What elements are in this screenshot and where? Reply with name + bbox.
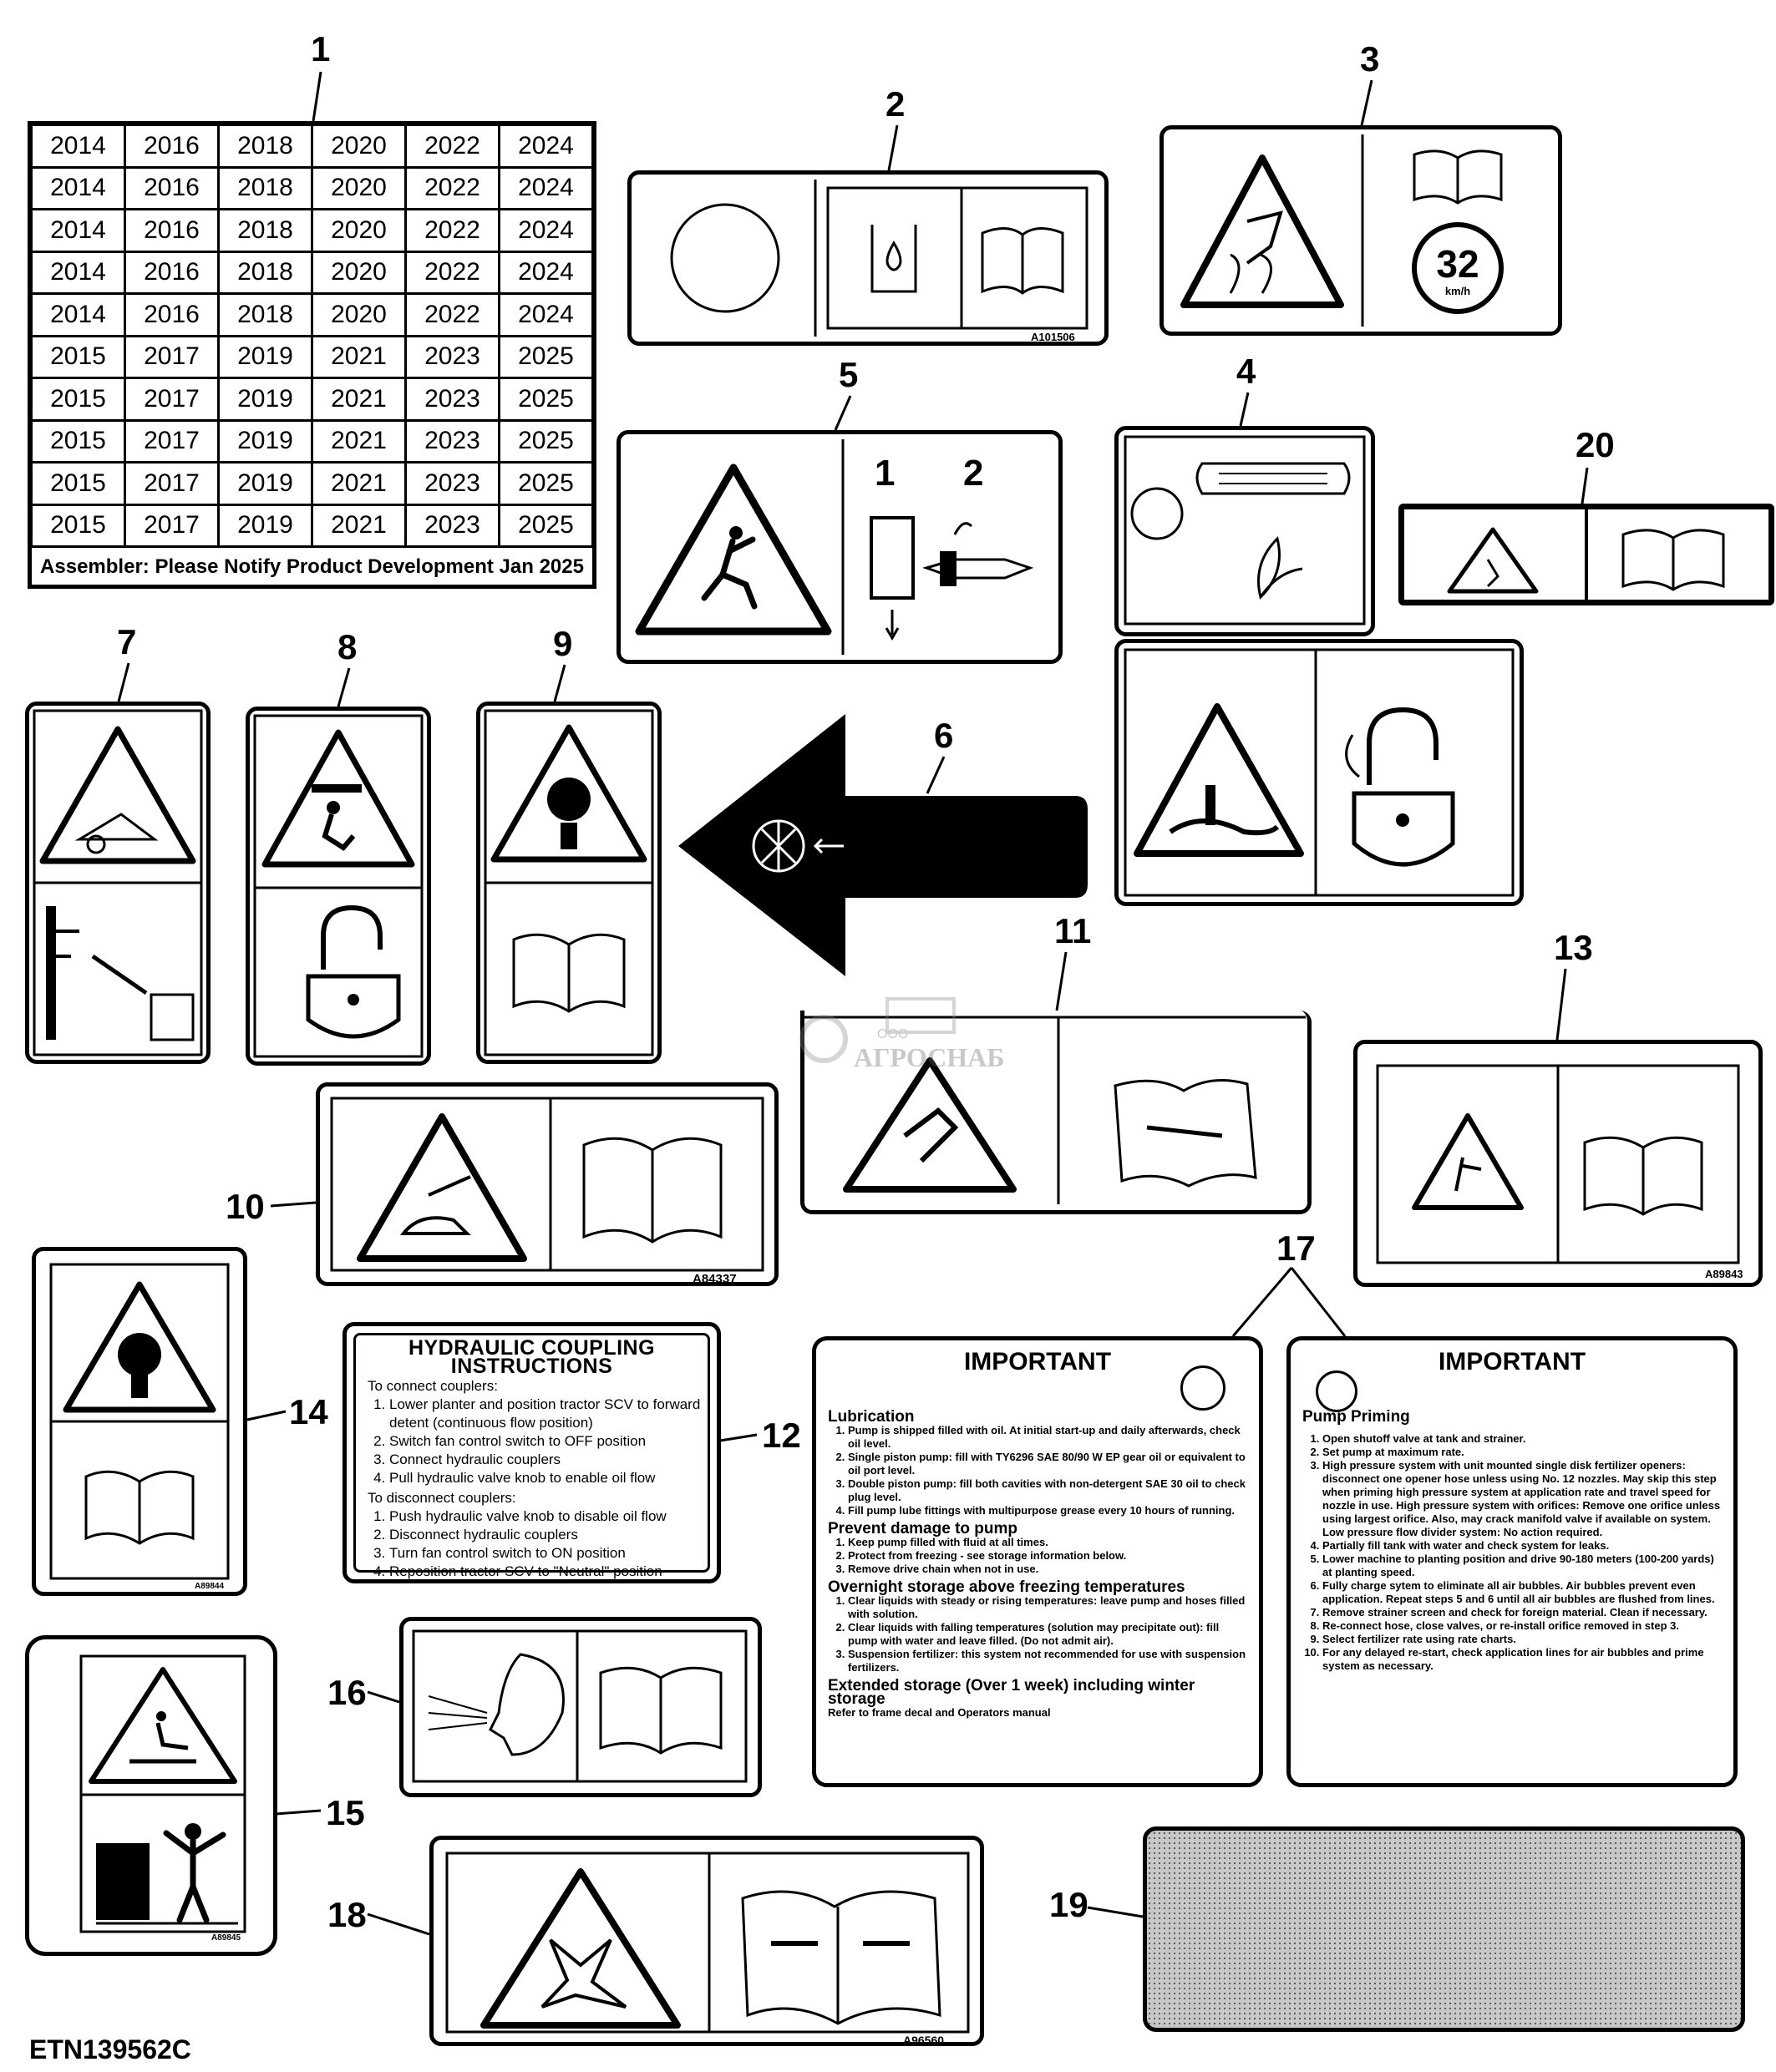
decal-14-graphics <box>36 1251 243 1592</box>
callout-6: 6 <box>934 716 954 755</box>
list-item: 1. Clear liquids with steady or rising temperatures: leave pump and hoses filled with solution. <box>848 1594 1247 1621</box>
year-table <box>30 124 594 548</box>
list-item: 7. Remove strainer screen and check for foreign material. Clean if necessary. <box>1322 1606 1722 1619</box>
table-row: 2014 2016 2018 2020 2022 2024 <box>32 167 593 210</box>
section-heading: Lubrication <box>828 1408 915 1426</box>
decal-2-code: A101506 <box>1031 331 1075 343</box>
manual-book-icon <box>584 1138 721 1242</box>
decal-13-graphics <box>1357 1044 1758 1283</box>
fall-hazard-triangle-icon <box>91 1669 235 1781</box>
section-heading: Overnight storage above freezing temperatures <box>828 1578 1185 1596</box>
list-item: 1. Push hydraulic valve knob to disable oil flow <box>389 1507 708 1526</box>
callout-4: 4 <box>1236 352 1256 391</box>
hand-hitch-icon <box>926 524 1030 586</box>
section-heading: Prevent damage to pump <box>828 1520 1017 1538</box>
decal-5-step-2: 2 <box>963 453 984 494</box>
callout-13: 13 <box>1554 928 1593 967</box>
decal-2-graphics <box>632 175 1104 342</box>
callout-5: 5 <box>839 355 859 394</box>
manual-book-icon <box>1585 1137 1702 1214</box>
corrosive-hazard-triangle-icon <box>360 1117 524 1259</box>
decal-4-top-graphics <box>1119 430 1371 632</box>
decal-5-graphics <box>621 434 1058 660</box>
hydraulic-title: HYDRAULIC COUPLING INSTRUCTIONS <box>408 1336 656 1378</box>
decal-6-arrow <box>678 714 1092 977</box>
section-note: Refer to frame decal and Operators manual <box>828 1706 1051 1719</box>
decal-5-step-1: 1 <box>875 453 896 494</box>
table-row: 2014 2016 2018 2020 2022 2024 <box>32 294 593 337</box>
callout-3: 3 <box>1360 39 1380 79</box>
table-row: 2015 2017 2019 2021 2023 2025 <box>32 378 593 421</box>
decal-18 <box>429 1836 984 2046</box>
circle-icon <box>1316 1370 1357 1412</box>
unlock-padlock-icon <box>308 908 398 1036</box>
decal-9 <box>476 702 662 1064</box>
decal-4-lower <box>1114 639 1524 906</box>
inhalation-hazard-icon <box>429 1654 563 1755</box>
decal-5 <box>617 430 1063 664</box>
manual-book-icon <box>982 228 1063 293</box>
decal-13 <box>1353 1040 1763 1287</box>
list-item: 4. Reposition tractor SCV to "Neutral" position <box>389 1563 708 1581</box>
year-table-footer: Assembler: Please Notify Product Development Jan 2025 <box>40 555 584 578</box>
decal-10 <box>316 1082 779 1286</box>
table-row: 2014 2016 2018 2020 2022 2024 <box>32 125 593 168</box>
list-item: 6. Fully charge sytem to eliminate all air bubbles. Air bubbles prevent even application. Repeat steps 5 and 6 until all air bubbles are flushed from lines. <box>1322 1579 1722 1606</box>
warning-triangle-icon <box>66 1284 213 1410</box>
list-item: 8. Re-connect hose, close valves, or re-install orifice removed in step 3. <box>1322 1619 1722 1633</box>
callout-17: 17 <box>1276 1229 1316 1268</box>
decal-10-code: A84337 <box>693 1272 737 1286</box>
list-item: 3. Connect hydraulic couplers <box>389 1451 708 1469</box>
list-item: 4. Fill pump lube fittings with multipurpose grease every 10 hours of running. <box>848 1504 1247 1517</box>
crush-hazard-triangle-icon <box>1137 707 1301 854</box>
table-row: 2015 2017 2019 2021 2023 2025 <box>32 420 593 463</box>
decal-10-graphics <box>320 1087 774 1282</box>
decal-20 <box>1398 504 1774 605</box>
decal-15-code: A89845 <box>211 1933 241 1943</box>
section-heading: Extended storage (Over 1 week) including winter storage <box>828 1677 1195 1708</box>
connect-heading: To connect couplers: <box>368 1378 498 1394</box>
speed-unit: km/h <box>1444 285 1471 297</box>
decal-9-graphics <box>480 706 657 1060</box>
warning-triangle-icon <box>1184 158 1341 305</box>
list-item: 3. Turn fan control switch to ON position <box>389 1544 708 1563</box>
callout-2: 2 <box>885 84 906 124</box>
decal-8-graphics <box>250 711 427 1061</box>
list-item: 1. Open shutoff valve at tank and strainer. <box>1322 1432 1722 1446</box>
decal-4-lower-graphics <box>1119 643 1520 902</box>
decal-2 <box>627 170 1109 346</box>
table-row: 2015 2017 2019 2021 2023 2025 <box>32 504 593 547</box>
decal-13-code: A89843 <box>1705 1268 1743 1280</box>
plant-icon <box>1259 539 1303 597</box>
decal-7 <box>25 702 211 1064</box>
warning-triangle-icon <box>494 727 644 859</box>
warning-triangle-icon <box>639 468 828 631</box>
table-row: 2015 2017 2019 2021 2023 2025 <box>32 336 593 378</box>
manual-book-icon <box>514 935 624 1011</box>
decal-12-hydraulic-instructions <box>343 1322 721 1583</box>
important-title: IMPORTANT <box>963 1348 1112 1375</box>
decal-15 <box>25 1635 277 1956</box>
decal-14 <box>32 1247 247 1596</box>
list-item: 2. Protect from freezing - see storage information below. <box>848 1549 1247 1563</box>
manual-book-icon <box>1414 151 1501 203</box>
table-row: 2014 2016 2018 2020 2022 2024 <box>32 251 593 294</box>
manual-book-icon <box>1623 530 1723 590</box>
list-item: 1. Lower planter and position tractor SCV to forward detent (continuous flow position) <box>389 1396 708 1432</box>
service-manual-icon <box>1115 1081 1256 1187</box>
list-item: 2. Clear liquids with falling temperatures (solution may precipitate out): fill pump with water and leave filled. (Do not admit air). <box>848 1621 1247 1648</box>
warning-triangle-icon <box>43 729 193 861</box>
decal-16-graphics <box>403 1621 758 1793</box>
list-item: 4. Pull hydraulic valve knob to enable oil flow <box>389 1469 708 1487</box>
manual-book-icon <box>86 1472 193 1543</box>
crush-hazard-triangle-icon <box>265 732 412 864</box>
decal-20-graphics <box>1404 509 1768 600</box>
service-manual-icon <box>743 1892 940 2024</box>
list-item: 2. Set pump at maximum rate. <box>1322 1446 1722 1459</box>
unlock-padlock-icon <box>1347 710 1453 864</box>
callout-8: 8 <box>337 627 358 666</box>
table-row: 2015 2017 2019 2021 2023 2025 <box>32 463 593 505</box>
decal-4 <box>1114 426 1375 636</box>
decal-17-important-right <box>1286 1336 1738 1787</box>
decal-8 <box>246 707 431 1066</box>
decal-3 <box>1159 125 1562 336</box>
watermark-line2: АГРОСНАБ <box>854 1042 1005 1072</box>
list-item: 2. Single piston pump: fill with TY6296 SAE 80/90 W EP gear oil or equivalent to oil port level. <box>848 1451 1247 1477</box>
watermark-line1: ООО <box>877 1027 909 1041</box>
list-item: 3. Remove drive chain when not in use. <box>848 1563 1247 1576</box>
callout-14: 14 <box>289 1392 328 1431</box>
callout-20: 20 <box>1576 425 1615 464</box>
warning-triangle-icon <box>1414 1116 1521 1208</box>
person-icon <box>166 1823 223 1920</box>
connect-steps <box>356 1396 708 1487</box>
decal-14-code: A89844 <box>195 1582 225 1591</box>
callout-15: 15 <box>326 1793 365 1832</box>
list-item: 3. High pressure system with unit mounted single disk fertilizer openers: disconnect one opener hose unless using No. 12 nozzles. May skip this step when priming high pressure system at application rate and travel speed for nozzle in use. High pressure system with orifices: Remove one orifice unless using largest orifice. Also, may crack manifold valve if available on system. Low pressure flow divider system: No action required. <box>1322 1459 1722 1539</box>
decal-18-code: A96560 <box>903 2034 945 2047</box>
circle-icon <box>1180 1365 1225 1411</box>
callout-18: 18 <box>327 1895 367 1934</box>
oil-drop-icon <box>872 225 916 291</box>
callout-11: 11 <box>1054 911 1092 950</box>
explosion-hazard-triangle-icon <box>484 1872 677 2025</box>
callout-7: 7 <box>117 622 137 661</box>
callout-9: 9 <box>553 624 573 663</box>
decal-7-graphics <box>29 706 206 1060</box>
decal-3-graphics <box>1164 129 1558 332</box>
callout-1: 1 <box>311 29 331 68</box>
important-title: IMPORTANT <box>1438 1348 1586 1375</box>
list-item: 1. Pump is shipped filled with oil. At initial start-up and daily afterwards, check oil level. <box>848 1424 1247 1451</box>
decal-18-graphics <box>434 1840 980 2042</box>
watermark <box>795 994 1012 1086</box>
manual-book-icon <box>601 1668 721 1753</box>
decal-16 <box>399 1617 762 1797</box>
callout-19: 19 <box>1049 1885 1088 1924</box>
decal-15-graphics <box>29 1639 273 1952</box>
list-item: 2. Switch fan control switch to OFF position <box>389 1432 708 1451</box>
list-item: 5. Lower machine to planting position and drive 90-180 meters (100-200 yards) at planting speed. <box>1322 1553 1722 1579</box>
list-item: 3. Suspension fertilizer: this system not recommended for use with suspension fertilizers. <box>848 1648 1247 1674</box>
list-item: 10. For any delayed re-start, check application lines for air bubbles and prime system as necessary. <box>1322 1646 1722 1673</box>
decal-17-important-left <box>812 1336 1263 1787</box>
list-item: 1. Keep pump filled with fluid at all times. <box>848 1536 1247 1549</box>
callout-12: 12 <box>762 1416 801 1455</box>
list-item: 2. Disconnect hydraulic couplers <box>389 1526 708 1544</box>
decal-19-reflector <box>1143 1826 1745 2032</box>
hose-flow-icon <box>1197 464 1349 494</box>
table-row: 2014 2016 2018 2020 2022 2024 <box>32 210 593 252</box>
figure-id: ETN139562C <box>29 2034 191 2064</box>
disconnect-steps <box>356 1507 708 1581</box>
warning-triangle-icon <box>1449 529 1536 591</box>
speed-value: 32 <box>1436 242 1479 286</box>
list-item: 9. Select fertilizer rate using rate charts. <box>1322 1633 1722 1646</box>
section-heading: Pump Priming <box>1302 1408 1410 1426</box>
disconnect-heading: To disconnect couplers: <box>368 1490 516 1506</box>
callout-16: 16 <box>327 1673 367 1712</box>
callout-10: 10 <box>226 1187 265 1226</box>
list-item: 4. Partially fill tank with water and check system for leaks. <box>1322 1539 1722 1553</box>
list-item: 3. Double piston pump: fill both cavities with non-detergent SAE 30 oil to check plug level. <box>848 1477 1247 1504</box>
